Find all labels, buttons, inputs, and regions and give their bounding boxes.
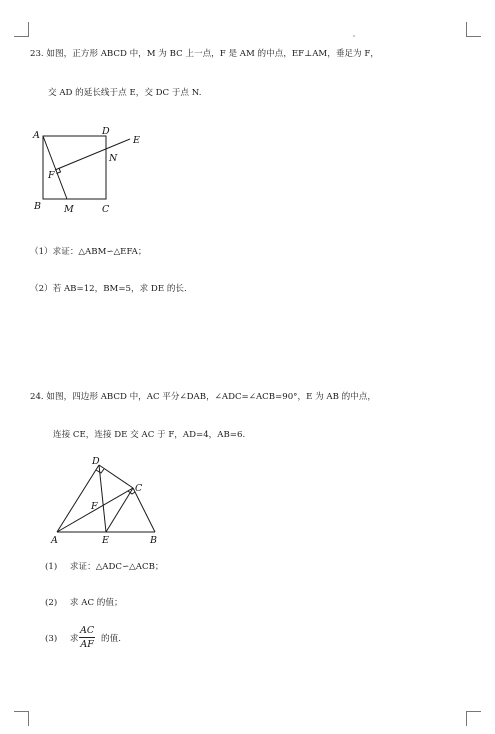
q23-part1: （1）求证：△ABM∽△EFA；	[30, 247, 147, 257]
segment-fe	[55, 139, 130, 170]
q24-part2-text: 求 AC 的值；	[69, 598, 123, 608]
corner-mark-top-left	[14, 22, 29, 37]
fraction-denominator: AF	[80, 639, 94, 650]
q24-stem-line1: 如图，四边形 ABCD 中，AC 平分∠DAB，∠ADC=∠ACB=90°，E 为 AB 的中点，	[46, 392, 377, 402]
label-f: F	[91, 501, 98, 512]
q24-part2-number: (2)	[45, 598, 58, 608]
segment-am	[43, 136, 67, 199]
q24-part1	[45, 561, 163, 573]
q23-part2: （2）若 AB=12，BM=5，求 DE 的长.	[30, 284, 187, 294]
q24-stem-line2: 连接 CE，连接 DE 交 AC 于 F，AD=4，AB=6.	[53, 430, 246, 440]
q24-number: 24.	[30, 392, 44, 402]
label-e: E	[133, 135, 140, 146]
label-d: D	[102, 126, 110, 137]
q24-part1-text: 求证：△ADC∽△ACB；	[69, 562, 164, 572]
label-m: M	[64, 204, 74, 215]
segment-ad	[57, 465, 99, 532]
fraction-numerator: AC	[80, 625, 95, 636]
q23-line1	[30, 48, 379, 60]
corner-mark-bottom-left	[14, 711, 29, 726]
label-c: C	[135, 483, 143, 494]
q23-stem-line1: 如图，正方形 ABCD 中，M 为 BC 上一点，F 是 AM 的中点，EF⊥AM，垂足为 F，	[46, 49, 379, 59]
q23-stem-line2: 交 AD 的延长线于点 E，交 DC 于点 N.	[48, 88, 202, 98]
q24-part3-number: (3)	[45, 634, 58, 644]
label-d: D	[92, 456, 100, 467]
q24-quadrilateral-figure	[44, 455, 174, 547]
label-b: B	[150, 535, 157, 546]
segment-de	[99, 465, 106, 532]
fraction-ac-over-af	[79, 625, 95, 650]
label-b: B	[34, 201, 41, 212]
segment-ce	[106, 488, 133, 532]
label-f: F	[48, 170, 55, 181]
square-abcd	[43, 136, 106, 199]
segment-cb	[133, 488, 155, 532]
label-n: N	[109, 153, 118, 164]
segment-dc	[99, 465, 133, 488]
scan-speck	[353, 35, 355, 37]
label-e: E	[102, 535, 109, 546]
q24-part3-prefix: 求	[69, 634, 79, 644]
label-a: A	[33, 130, 40, 141]
q24-part1-number: (1)	[45, 562, 58, 572]
label-c: C	[102, 204, 110, 215]
corner-mark-top-right	[466, 22, 481, 37]
q24-line1	[30, 391, 376, 403]
q23-number: 23.	[30, 49, 44, 59]
q24-part3-suffix: 的值.	[101, 634, 121, 644]
label-a: A	[51, 535, 58, 546]
q24-part3	[45, 633, 79, 645]
q23-square-figure	[30, 126, 150, 218]
corner-mark-bottom-right	[466, 711, 481, 726]
q24-part2	[45, 597, 123, 609]
